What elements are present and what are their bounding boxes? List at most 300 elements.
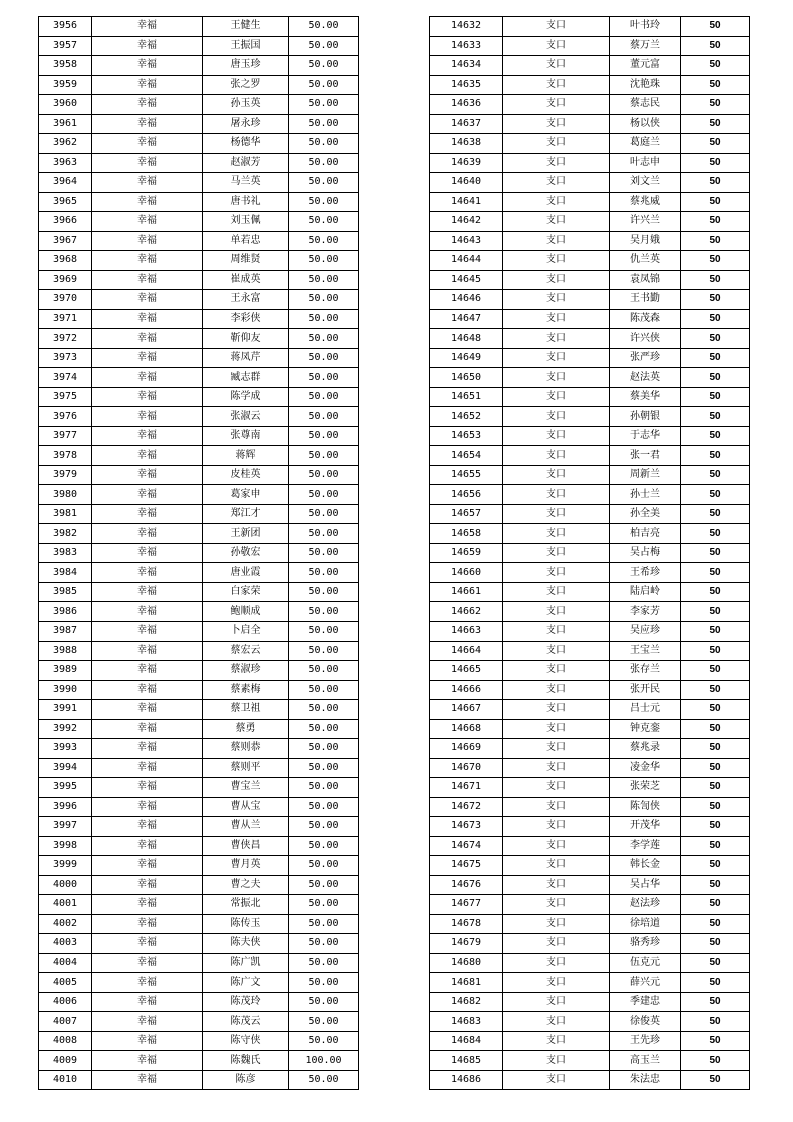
table-row (39, 368, 359, 388)
name-cell: 陈学成 (203, 387, 289, 407)
town-cell: 支口 (503, 368, 610, 388)
town-cell: 幸福 (92, 934, 203, 954)
name-cell: 蔡卫祖 (203, 700, 289, 720)
town-cell: 幸福 (92, 192, 203, 212)
name-cell: 徐俊英 (610, 1012, 681, 1032)
table-row (430, 75, 750, 95)
table-row (430, 504, 750, 524)
row-number-cell: 3999 (39, 856, 92, 876)
table-row (39, 192, 359, 212)
row-number-cell: 3994 (39, 758, 92, 778)
amount-cell: 50 (681, 797, 750, 817)
name-cell: 唐玉珍 (203, 56, 289, 76)
amount-cell: 50.00 (289, 368, 359, 388)
name-cell: 曹宝兰 (203, 778, 289, 798)
row-number-cell: 3987 (39, 621, 92, 641)
amount-cell: 50.00 (289, 602, 359, 622)
name-cell: 卜启全 (203, 621, 289, 641)
table-row (430, 758, 750, 778)
amount-cell: 50 (681, 602, 750, 622)
row-number-cell: 14657 (430, 504, 503, 524)
amount-cell: 50.00 (289, 700, 359, 720)
amount-cell: 50 (681, 719, 750, 739)
name-cell: 唐书礼 (203, 192, 289, 212)
row-number-cell: 14656 (430, 485, 503, 505)
amount-cell: 50 (681, 309, 750, 329)
table-row (39, 290, 359, 310)
row-number-cell: 14655 (430, 465, 503, 485)
row-number-cell: 14640 (430, 173, 503, 193)
amount-cell: 50.00 (289, 543, 359, 563)
name-cell: 叶书玲 (610, 17, 681, 37)
row-number-cell: 14633 (430, 36, 503, 56)
amount-cell: 50 (681, 192, 750, 212)
name-cell: 陈传玉 (203, 914, 289, 934)
table-row (430, 270, 750, 290)
row-number-cell: 4005 (39, 973, 92, 993)
amount-cell: 50 (681, 36, 750, 56)
amount-cell: 50.00 (289, 895, 359, 915)
name-cell: 陈守侠 (203, 1031, 289, 1051)
row-number-cell: 3989 (39, 661, 92, 681)
table-row (430, 934, 750, 954)
name-cell: 吴月娥 (610, 231, 681, 251)
table-row (430, 895, 750, 915)
amount-cell: 50.00 (289, 856, 359, 876)
name-cell: 吴占梅 (610, 543, 681, 563)
name-cell: 曹侠昌 (203, 836, 289, 856)
name-cell: 蔡素梅 (203, 680, 289, 700)
town-cell: 支口 (503, 192, 610, 212)
row-number-cell: 4010 (39, 1070, 92, 1090)
town-cell: 幸福 (92, 95, 203, 115)
table-row (39, 700, 359, 720)
row-number-cell: 14658 (430, 524, 503, 544)
town-cell: 幸福 (92, 1070, 203, 1090)
town-cell: 幸福 (92, 875, 203, 895)
table-row (39, 836, 359, 856)
town-cell: 幸福 (92, 426, 203, 446)
table-row (39, 251, 359, 271)
amount-cell: 50 (681, 368, 750, 388)
table-row (430, 387, 750, 407)
row-number-cell: 14638 (430, 134, 503, 154)
amount-cell: 50.00 (289, 270, 359, 290)
town-cell: 幸福 (92, 973, 203, 993)
row-number-cell: 3982 (39, 524, 92, 544)
name-cell: 陈茂玲 (203, 992, 289, 1012)
table-row (39, 153, 359, 173)
name-cell: 袁凤锦 (610, 270, 681, 290)
town-cell: 幸福 (92, 621, 203, 641)
table-row (39, 1012, 359, 1032)
row-number-cell: 14639 (430, 153, 503, 173)
row-number-cell: 14637 (430, 114, 503, 134)
amount-cell: 50 (681, 329, 750, 349)
table-row (39, 485, 359, 505)
amount-cell: 50 (681, 1070, 750, 1090)
table-row (39, 797, 359, 817)
row-number-cell: 14686 (430, 1070, 503, 1090)
row-number-cell: 14634 (430, 56, 503, 76)
name-cell: 朱法忠 (610, 1070, 681, 1090)
name-cell: 孙玉英 (203, 95, 289, 115)
name-cell: 张荣芝 (610, 778, 681, 798)
amount-cell: 50.00 (289, 739, 359, 759)
name-cell: 周维贤 (203, 251, 289, 271)
row-number-cell: 14643 (430, 231, 503, 251)
table-row (39, 582, 359, 602)
amount-cell: 50 (681, 778, 750, 798)
name-cell: 叶志申 (610, 153, 681, 173)
row-number-cell: 14679 (430, 934, 503, 954)
table-row (430, 836, 750, 856)
amount-cell: 50 (681, 543, 750, 563)
town-cell: 支口 (503, 1031, 610, 1051)
name-cell: 王永富 (203, 290, 289, 310)
table-row (430, 134, 750, 154)
name-cell: 张尊南 (203, 426, 289, 446)
row-number-cell: 14647 (430, 309, 503, 329)
table-row (39, 504, 359, 524)
table-row (430, 582, 750, 602)
town-cell: 支口 (503, 856, 610, 876)
amount-cell: 50.00 (289, 114, 359, 134)
amount-cell: 50.00 (289, 348, 359, 368)
table-row (430, 1012, 750, 1032)
name-cell: 蔡志民 (610, 95, 681, 115)
table-row (39, 719, 359, 739)
name-cell: 单若忠 (203, 231, 289, 251)
row-number-cell: 3981 (39, 504, 92, 524)
table-row (430, 192, 750, 212)
name-cell: 李彩侠 (203, 309, 289, 329)
town-cell: 幸福 (92, 114, 203, 134)
town-cell: 支口 (503, 387, 610, 407)
table-row (430, 914, 750, 934)
town-cell: 幸福 (92, 485, 203, 505)
table-row (430, 426, 750, 446)
row-number-cell: 3991 (39, 700, 92, 720)
name-cell: 吴占华 (610, 875, 681, 895)
name-cell: 蒋辉 (203, 446, 289, 466)
row-number-cell: 14685 (430, 1051, 503, 1071)
amount-cell: 50 (681, 661, 750, 681)
row-number-cell: 3963 (39, 153, 92, 173)
table-row (430, 1051, 750, 1071)
name-cell: 蔡万兰 (610, 36, 681, 56)
amount-cell: 50 (681, 934, 750, 954)
table-row (39, 212, 359, 232)
amount-cell: 50.00 (289, 56, 359, 76)
town-cell: 幸福 (92, 270, 203, 290)
town-cell: 支口 (503, 661, 610, 681)
table-row (430, 875, 750, 895)
name-cell: 杨以侠 (610, 114, 681, 134)
row-number-cell: 3969 (39, 270, 92, 290)
town-cell: 支口 (503, 973, 610, 993)
town-cell: 支口 (503, 485, 610, 505)
row-number-cell: 4007 (39, 1012, 92, 1032)
name-cell: 孙敬宏 (203, 543, 289, 563)
amount-cell: 50 (681, 348, 750, 368)
town-cell: 支口 (503, 426, 610, 446)
table-row (39, 1031, 359, 1051)
amount-cell: 50.00 (289, 290, 359, 310)
town-cell: 支口 (503, 153, 610, 173)
amount-cell: 100.00 (289, 1051, 359, 1071)
row-number-cell: 14682 (430, 992, 503, 1012)
row-number-cell: 3980 (39, 485, 92, 505)
amount-cell: 50.00 (289, 934, 359, 954)
amount-cell: 50.00 (289, 173, 359, 193)
row-number-cell: 14666 (430, 680, 503, 700)
name-cell: 薛兴元 (610, 973, 681, 993)
table-row (39, 1051, 359, 1071)
table-row (430, 407, 750, 427)
row-number-cell: 3964 (39, 173, 92, 193)
name-cell: 陈广文 (203, 973, 289, 993)
table-row (39, 173, 359, 193)
amount-cell: 50 (681, 1031, 750, 1051)
name-cell: 陈茂云 (203, 1012, 289, 1032)
table-row (39, 329, 359, 349)
town-cell: 幸福 (92, 309, 203, 329)
table-row (39, 134, 359, 154)
name-cell: 白家荣 (203, 582, 289, 602)
table-row (430, 621, 750, 641)
row-number-cell: 3967 (39, 231, 92, 251)
amount-cell: 50.00 (289, 875, 359, 895)
town-cell: 幸福 (92, 797, 203, 817)
name-cell: 骆秀珍 (610, 934, 681, 954)
town-cell: 支口 (503, 1070, 610, 1090)
table-row (430, 56, 750, 76)
amount-cell: 50 (681, 700, 750, 720)
amount-cell: 50 (681, 504, 750, 524)
amount-cell: 50 (681, 446, 750, 466)
town-cell: 幸福 (92, 914, 203, 934)
town-cell: 支口 (503, 329, 610, 349)
table-row (430, 95, 750, 115)
table-row (430, 641, 750, 661)
name-cell: 马兰英 (203, 173, 289, 193)
table-row (430, 348, 750, 368)
row-number-cell: 3961 (39, 114, 92, 134)
town-cell: 幸福 (92, 36, 203, 56)
name-cell: 吕士元 (610, 700, 681, 720)
town-cell: 幸福 (92, 504, 203, 524)
town-cell: 幸福 (92, 602, 203, 622)
amount-cell: 50.00 (289, 953, 359, 973)
town-cell: 支口 (503, 1051, 610, 1071)
row-number-cell: 4008 (39, 1031, 92, 1051)
row-number-cell: 14642 (430, 212, 503, 232)
town-cell: 幸福 (92, 446, 203, 466)
row-number-cell: 3988 (39, 641, 92, 661)
town-cell: 幸福 (92, 134, 203, 154)
amount-cell: 50.00 (289, 719, 359, 739)
row-number-cell: 3965 (39, 192, 92, 212)
amount-cell: 50 (681, 173, 750, 193)
name-cell: 李家芳 (610, 602, 681, 622)
name-cell: 高玉兰 (610, 1051, 681, 1071)
town-cell: 幸福 (92, 465, 203, 485)
table-row (430, 856, 750, 876)
amount-cell: 50 (681, 75, 750, 95)
town-cell: 支口 (503, 348, 610, 368)
name-cell: 韩长金 (610, 856, 681, 876)
name-cell: 蔡则平 (203, 758, 289, 778)
table-row (39, 758, 359, 778)
town-cell: 支口 (503, 1012, 610, 1032)
name-cell: 赵淑芳 (203, 153, 289, 173)
row-number-cell: 3993 (39, 739, 92, 759)
amount-cell: 50 (681, 270, 750, 290)
amount-cell: 50.00 (289, 992, 359, 1012)
table-row (39, 895, 359, 915)
table-row (39, 17, 359, 37)
row-number-cell: 3996 (39, 797, 92, 817)
table-row (39, 407, 359, 427)
table-row (39, 114, 359, 134)
table-row (39, 56, 359, 76)
amount-cell: 50.00 (289, 797, 359, 817)
row-number-cell: 3973 (39, 348, 92, 368)
row-number-cell: 3975 (39, 387, 92, 407)
amount-cell: 50.00 (289, 563, 359, 583)
row-number-cell: 3985 (39, 582, 92, 602)
row-number-cell: 3978 (39, 446, 92, 466)
table-row (430, 778, 750, 798)
town-cell: 支口 (503, 524, 610, 544)
amount-cell: 50 (681, 17, 750, 37)
row-number-cell: 14672 (430, 797, 503, 817)
table-row (39, 348, 359, 368)
row-number-cell: 14641 (430, 192, 503, 212)
amount-cell: 50 (681, 251, 750, 271)
town-cell: 幸福 (92, 543, 203, 563)
amount-cell: 50.00 (289, 387, 359, 407)
table-row (430, 543, 750, 563)
name-cell: 刘文兰 (610, 173, 681, 193)
name-cell: 葛家申 (203, 485, 289, 505)
town-cell: 支口 (503, 797, 610, 817)
table-row (430, 680, 750, 700)
row-number-cell: 14674 (430, 836, 503, 856)
table-row (430, 797, 750, 817)
row-number-cell: 14676 (430, 875, 503, 895)
row-number-cell: 14632 (430, 17, 503, 37)
name-cell: 张淑云 (203, 407, 289, 427)
row-number-cell: 14651 (430, 387, 503, 407)
table-row (430, 739, 750, 759)
amount-cell: 50.00 (289, 465, 359, 485)
name-cell: 李学莲 (610, 836, 681, 856)
row-number-cell: 3974 (39, 368, 92, 388)
amount-cell: 50 (681, 290, 750, 310)
town-cell: 幸福 (92, 1051, 203, 1071)
name-cell: 张之罗 (203, 75, 289, 95)
row-number-cell: 14652 (430, 407, 503, 427)
amount-cell: 50 (681, 153, 750, 173)
amount-cell: 50 (681, 953, 750, 973)
table-row (39, 875, 359, 895)
town-cell: 幸福 (92, 173, 203, 193)
town-cell: 支口 (503, 914, 610, 934)
town-cell: 支口 (503, 309, 610, 329)
table-row (430, 485, 750, 505)
name-cell: 孙全美 (610, 504, 681, 524)
amount-cell: 50 (681, 621, 750, 641)
table-row (430, 368, 750, 388)
town-cell: 幸福 (92, 778, 203, 798)
amount-cell: 50.00 (289, 758, 359, 778)
table-row (39, 817, 359, 837)
table-row (39, 446, 359, 466)
row-number-cell: 14669 (430, 739, 503, 759)
amount-cell: 50 (681, 680, 750, 700)
table-row (430, 661, 750, 681)
town-cell: 支口 (503, 934, 610, 954)
table-row (39, 270, 359, 290)
town-cell: 支口 (503, 582, 610, 602)
town-cell: 幸福 (92, 641, 203, 661)
table-row (430, 309, 750, 329)
row-number-cell: 3968 (39, 251, 92, 271)
name-cell: 蔡兆录 (610, 739, 681, 759)
name-cell: 仇兰英 (610, 251, 681, 271)
amount-cell: 50 (681, 563, 750, 583)
name-cell: 季建忠 (610, 992, 681, 1012)
table-row (430, 602, 750, 622)
name-cell: 开茂华 (610, 817, 681, 837)
amount-cell: 50 (681, 212, 750, 232)
town-cell: 支口 (503, 758, 610, 778)
name-cell: 蔡美华 (610, 387, 681, 407)
name-cell: 徐培道 (610, 914, 681, 934)
amount-cell: 50 (681, 95, 750, 115)
town-cell: 支口 (503, 465, 610, 485)
town-cell: 幸福 (92, 856, 203, 876)
name-cell: 王新团 (203, 524, 289, 544)
amount-cell: 50.00 (289, 485, 359, 505)
row-number-cell: 3977 (39, 426, 92, 446)
name-cell: 王宝兰 (610, 641, 681, 661)
table-row (430, 290, 750, 310)
row-number-cell: 14646 (430, 290, 503, 310)
name-cell: 钟克銮 (610, 719, 681, 739)
row-number-cell: 14636 (430, 95, 503, 115)
name-cell: 曹月英 (203, 856, 289, 876)
town-cell: 支口 (503, 36, 610, 56)
town-cell: 幸福 (92, 1012, 203, 1032)
amount-cell: 50.00 (289, 36, 359, 56)
table-row (430, 817, 750, 837)
name-cell: 王书勤 (610, 290, 681, 310)
table-row (430, 153, 750, 173)
name-cell: 杨德华 (203, 134, 289, 154)
amount-cell: 50 (681, 387, 750, 407)
name-cell: 许兴侠 (610, 329, 681, 349)
row-number-cell: 4000 (39, 875, 92, 895)
row-number-cell: 14671 (430, 778, 503, 798)
row-number-cell: 4004 (39, 953, 92, 973)
amount-cell: 50.00 (289, 309, 359, 329)
table-row (430, 212, 750, 232)
row-number-cell: 14645 (430, 270, 503, 290)
row-number-cell: 3984 (39, 563, 92, 583)
